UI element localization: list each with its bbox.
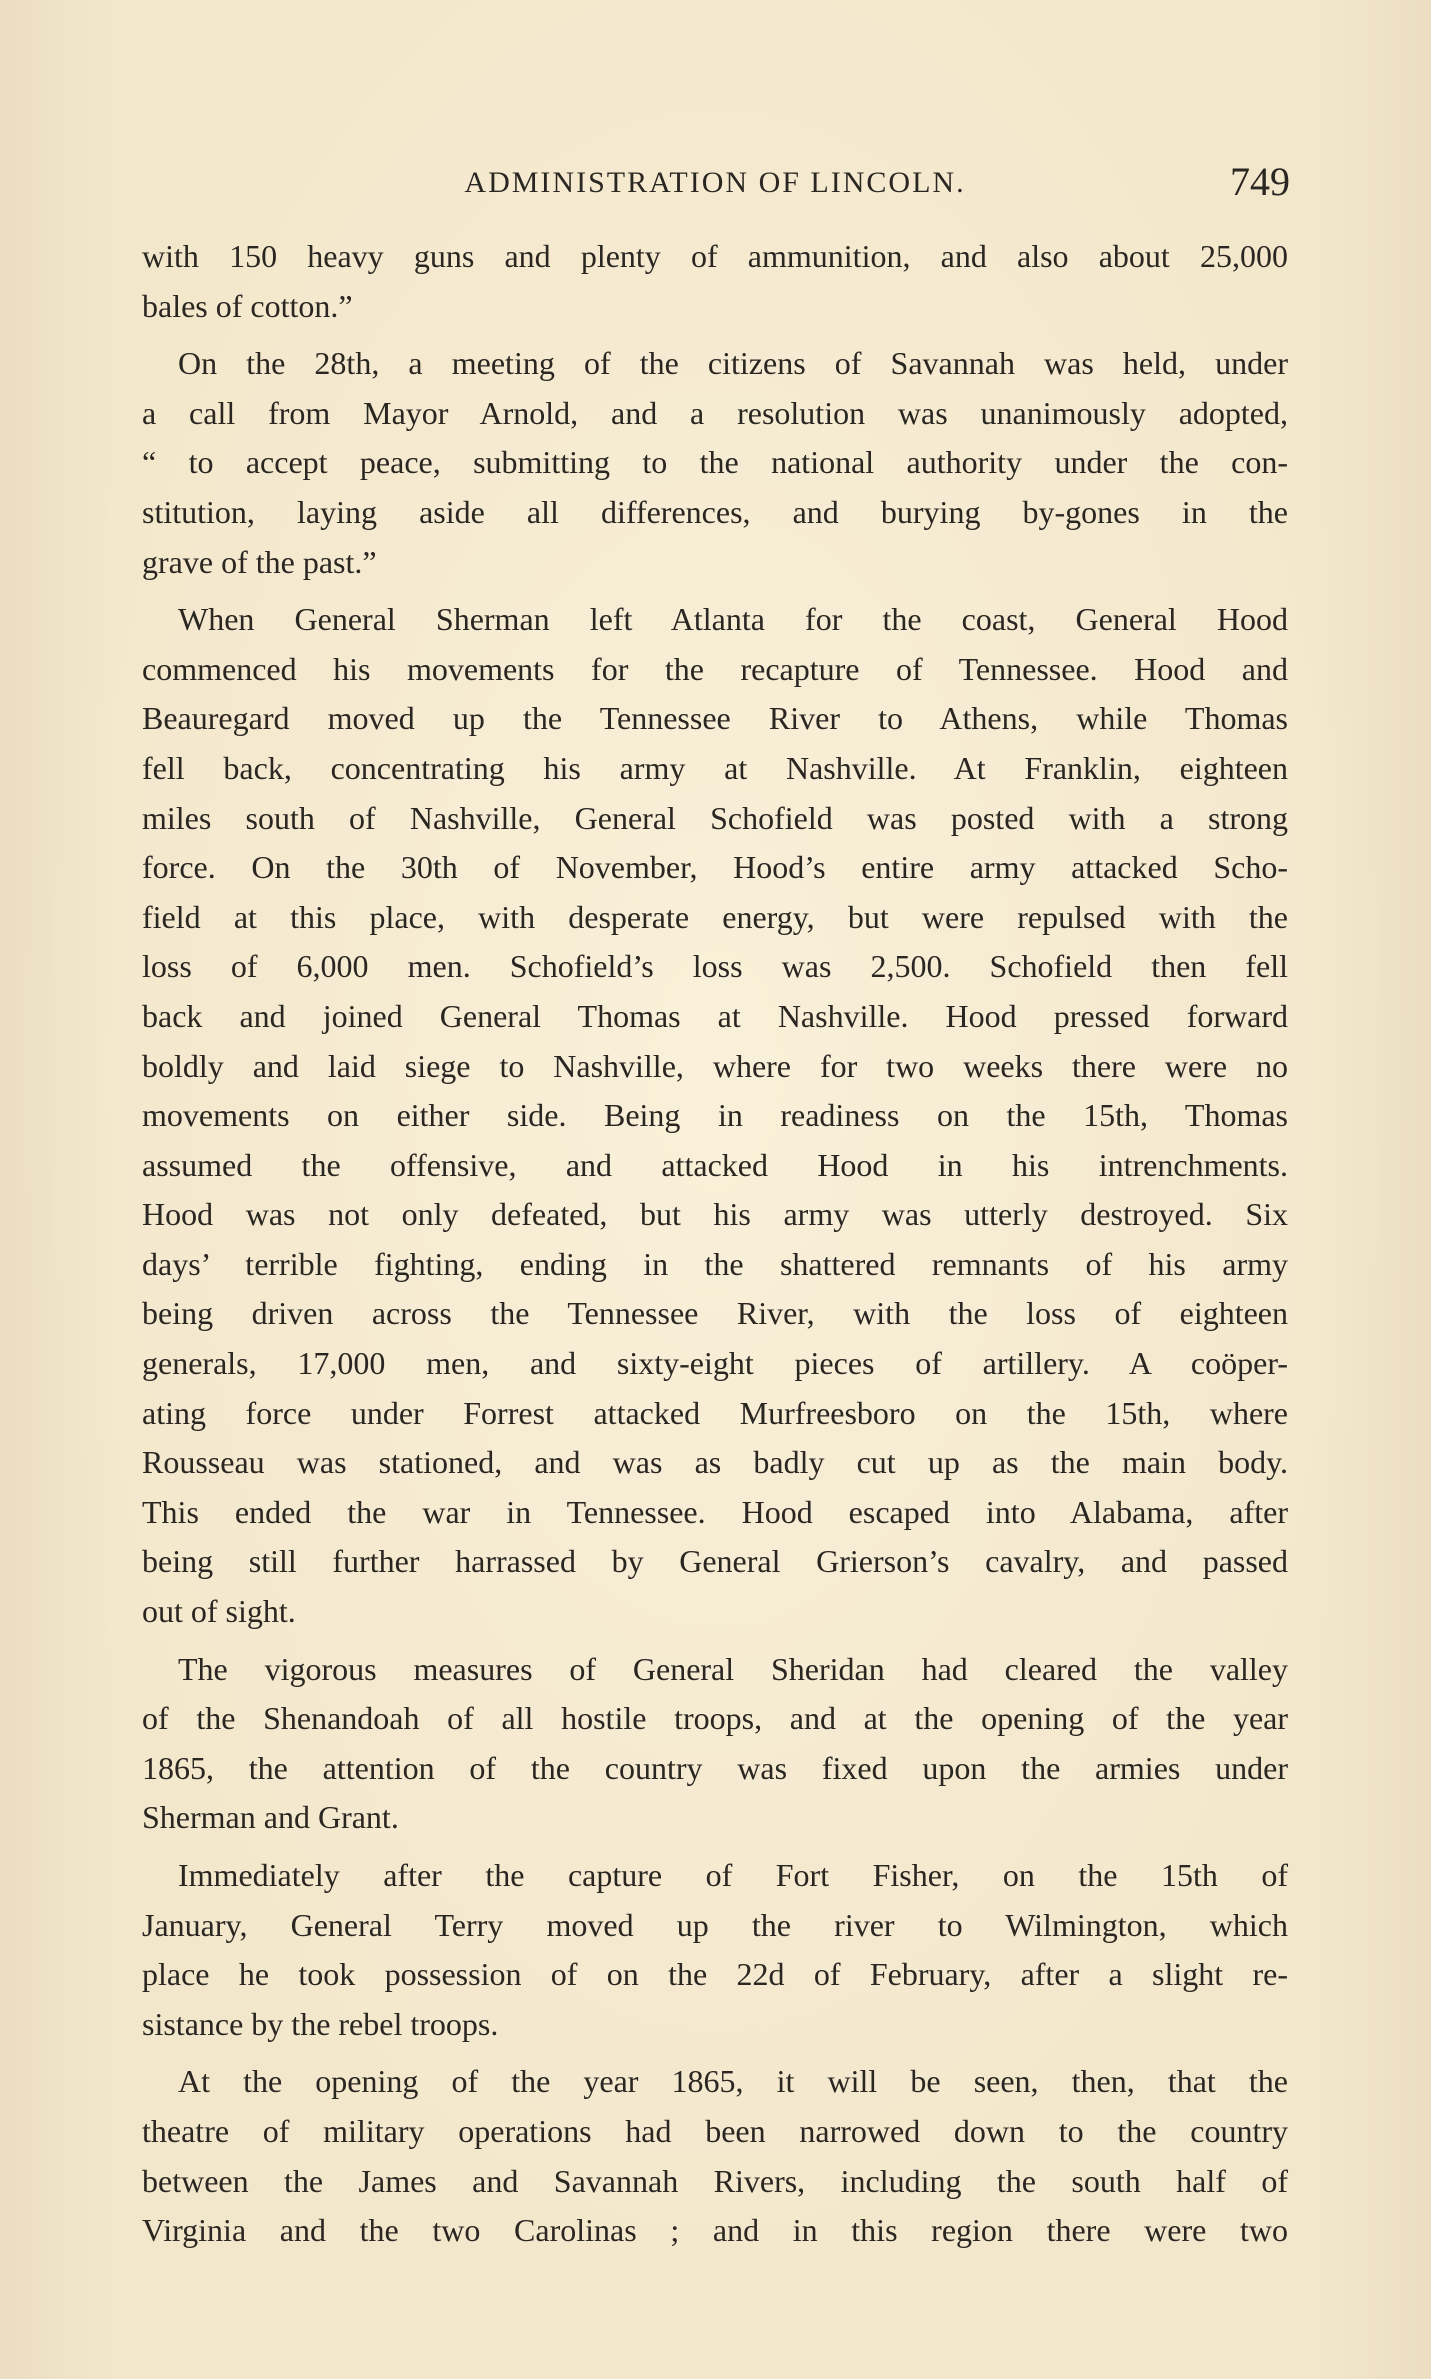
body-text [142,232,1288,2264]
text-line: a call from Mayor Arnold, and a resolution was unanimously adopted, [142,394,1288,431]
running-title: ADMINISTRATION OF LINCOLN. [464,166,966,199]
text-line: This ended the war in Tennessee. Hood escaped into Alabama, after [142,1493,1288,1530]
text-line: out of sight. [142,1593,296,1630]
text-line: Rousseau was stationed, and was as badly cut up as the main body. [142,1444,1288,1481]
text-line: generals, 17,000 men, and sixty-eight pieces of artillery. A coöper- [142,1345,1288,1382]
text-line: commenced his movements for the recapture of Tennessee. Hood and [142,650,1288,687]
text-line: Hood was not only defeated, but his army was utterly destroyed. Six [142,1196,1288,1233]
text-line: between the James and Savannah Rivers, including the south half of [142,2162,1288,2199]
paragraph-5 [142,1851,1288,2049]
text-line: stitution, laying aside all differences, and burying by-gones in the [142,493,1288,530]
paragraph-6 [142,2057,1288,2255]
text-line: being still further harrassed by General Grierson’s cavalry, and passed [142,1543,1288,1580]
text-line: loss of 6,000 men. Schofield’s loss was 2,500. Schofield then fell [142,948,1288,985]
text-line: “ to accept peace, submitting to the national authority under the con- [142,444,1288,481]
text-line: sistance by the rebel troops. [142,2005,499,2042]
text-line: The vigorous measures of General Sheridan had cleared the valley [178,1650,1288,1687]
text-line: When General Sherman left Atlanta for the coast, General Hood [178,601,1288,638]
text-line: Immediately after the capture of Fort Fisher, on the 15th of [178,1857,1288,1893]
page-number: 749 [1230,159,1290,204]
paragraph-2 [142,339,1288,587]
paragraph-4 [142,1645,1288,1843]
text-line: At the opening of the year 1865, it will be seen, then, that the [178,2063,1288,2100]
text-line: force. On the 30th of November, Hood’s entire army attacked Scho- [142,849,1288,886]
text-line: field at this place, with desperate energy, but were repulsed with the [142,898,1288,935]
text-line: 1865, the attention of the country was fixed upon the armies under [142,1749,1288,1786]
text-line: grave of the past.” [142,543,377,580]
running-head [140,158,1290,208]
text-line: assumed the offensive, and attacked Hood in his intrenchments. [142,1146,1288,1183]
text-line: bales of cotton.” [142,287,353,324]
text-line: miles south of Nashville, General Schofield was posted with a strong [142,799,1288,836]
text-line: days’ terrible fighting, ending in the shattered remnants of his army [142,1245,1288,1282]
paragraph-3 [142,595,1288,1636]
text-line: back and joined General Thomas at Nashville. Hood pressed forward [142,997,1288,1034]
text-line: theatre of military operations had been narrowed down to the country [142,2112,1288,2149]
text-line: January, General Terry moved up the river to Wilmington, which [142,1906,1288,1943]
text-line: of the Shenandoah of all hostile troops, and at the opening of the year [142,1700,1288,1737]
text-line: Beauregard moved up the Tennessee River to Athens, while Thomas [142,700,1288,737]
text-line: fell back, concentrating his army at Nashville. At Franklin, eighteen [142,749,1288,786]
text-line: Sherman and Grant. [142,1799,399,1836]
text-line: On the 28th, a meeting of the citizens of Savannah was held, under [178,345,1288,382]
text-line: Virginia and the two Carolinas ; and in this region there were two [142,2212,1288,2249]
text-line: with 150 heavy guns and plenty of ammunition, and also about 25,000 [142,238,1288,274]
text-line: boldly and laid siege to Nashville, where for two weeks there were no [142,1047,1288,1084]
text-line: movements on either side. Being in readiness on the 15th, Thomas [142,1097,1288,1134]
text-line: ating force under Forrest attacked Murfreesboro on the 15th, where [142,1394,1288,1431]
text-line: being driven across the Tennessee River, with the loss of eighteen [142,1295,1288,1332]
text-line: place he took possession of on the 22d of February, after a slight re- [142,1956,1288,1993]
paragraph-1 [142,232,1288,331]
